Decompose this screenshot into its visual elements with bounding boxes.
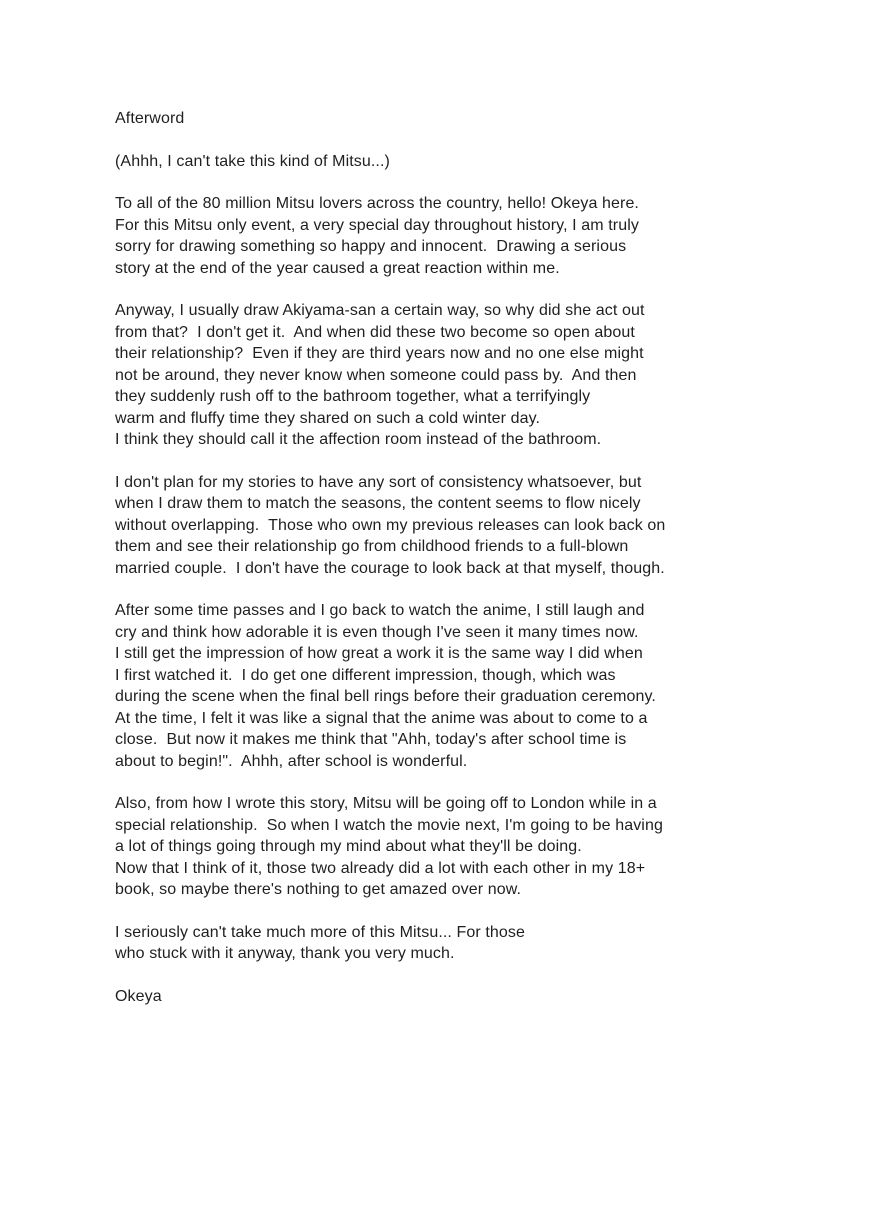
tagline-text: (Ahhh, I can't take this kind of Mitsu...)	[115, 152, 390, 170]
text-line: Anyway, I usually draw Akiyama-san a certain way, so why did she act out	[115, 302, 645, 319]
paragraph-anime	[115, 600, 735, 772]
text-line: married couple. I don't have the courage to look back at that myself, though.	[115, 559, 665, 577]
text-line: from that? I don't get it. And when did these two become so open about	[115, 323, 635, 341]
signature-paragraph	[115, 986, 735, 1008]
text-line: a lot of things going through my mind about what they'll be doing.	[115, 838, 582, 855]
text-line: At the time, I felt it was like a signal that the anime was about to come to a	[115, 709, 648, 727]
tagline-paragraph	[115, 151, 735, 173]
text-line: book, so maybe there's nothing to get amazed over now.	[115, 881, 522, 898]
text-line: For this Mitsu only event, a very special day throughout history, I am truly	[115, 216, 639, 234]
text-line: them and see their relationship go from childhood friends to a full-blown	[115, 538, 629, 555]
text-line: To all of the 80 million Mitsu lovers across the country, hello! Okeya here.	[115, 195, 639, 212]
text-line: without overlapping. Those who own my previous releases can look back on	[115, 516, 666, 534]
text-line: when I draw them to match the seasons, the content seems to flow nicely	[115, 495, 641, 512]
text-line: I first watched it. I do get one different impression, though, which was	[115, 666, 616, 684]
text-line: After some time passes and I go back to watch the anime, I still laugh and	[115, 602, 645, 619]
paragraph-london	[115, 793, 735, 901]
text-line: their relationship? Even if they are third years now and no one else might	[115, 345, 644, 362]
text-line: about to begin!". Ahhh, after school is wonderful.	[115, 752, 468, 770]
text-line: close. But now it makes me think that "Ahh, today's after school time is	[115, 731, 627, 748]
afterword-text-block	[115, 108, 735, 1028]
text-line: who stuck with it anyway, thank you very much.	[115, 945, 455, 962]
paragraph-akiyama	[115, 300, 735, 451]
text-line: during the scene when the final bell rings before their graduation ceremony.	[115, 688, 656, 705]
page-title: Afterword	[115, 110, 185, 127]
text-line: I seriously can't take much more of this Mitsu... For those	[115, 923, 525, 941]
paragraph-closing	[115, 922, 735, 965]
text-line: I don't plan for my stories to have any sort of consistency whatsoever, but	[115, 473, 642, 491]
text-line: they suddenly rush off to the bathroom together, what a terrifyingly	[115, 388, 591, 405]
text-line: special relationship. So when I watch the movie next, I'm going to be having	[115, 816, 663, 834]
text-line: not be around, they never know when someone could pass by. And then	[115, 366, 637, 384]
text-line: Now that I think of it, those two already did a lot with each other in my 18+	[115, 859, 646, 877]
text-line: warm and fluffy time they shared on such a cold winter day.	[115, 409, 541, 427]
signature-text: Okeya	[115, 987, 162, 1005]
text-line: I still get the impression of how great a work it is the same way I did when	[115, 645, 643, 662]
paragraph-consistency	[115, 472, 735, 580]
text-line: cry and think how adorable it is even though I've seen it many times now.	[115, 623, 639, 641]
text-line: Also, from how I wrote this story, Mitsu will be going off to London while in a	[115, 795, 657, 812]
text-line: sorry for drawing something so happy and innocent. Drawing a serious	[115, 238, 627, 255]
paragraph-greeting	[115, 193, 735, 279]
text-line: I think they should call it the affection room instead of the bathroom.	[115, 431, 602, 448]
text-line: story at the end of the year caused a great reaction within me.	[115, 259, 560, 277]
